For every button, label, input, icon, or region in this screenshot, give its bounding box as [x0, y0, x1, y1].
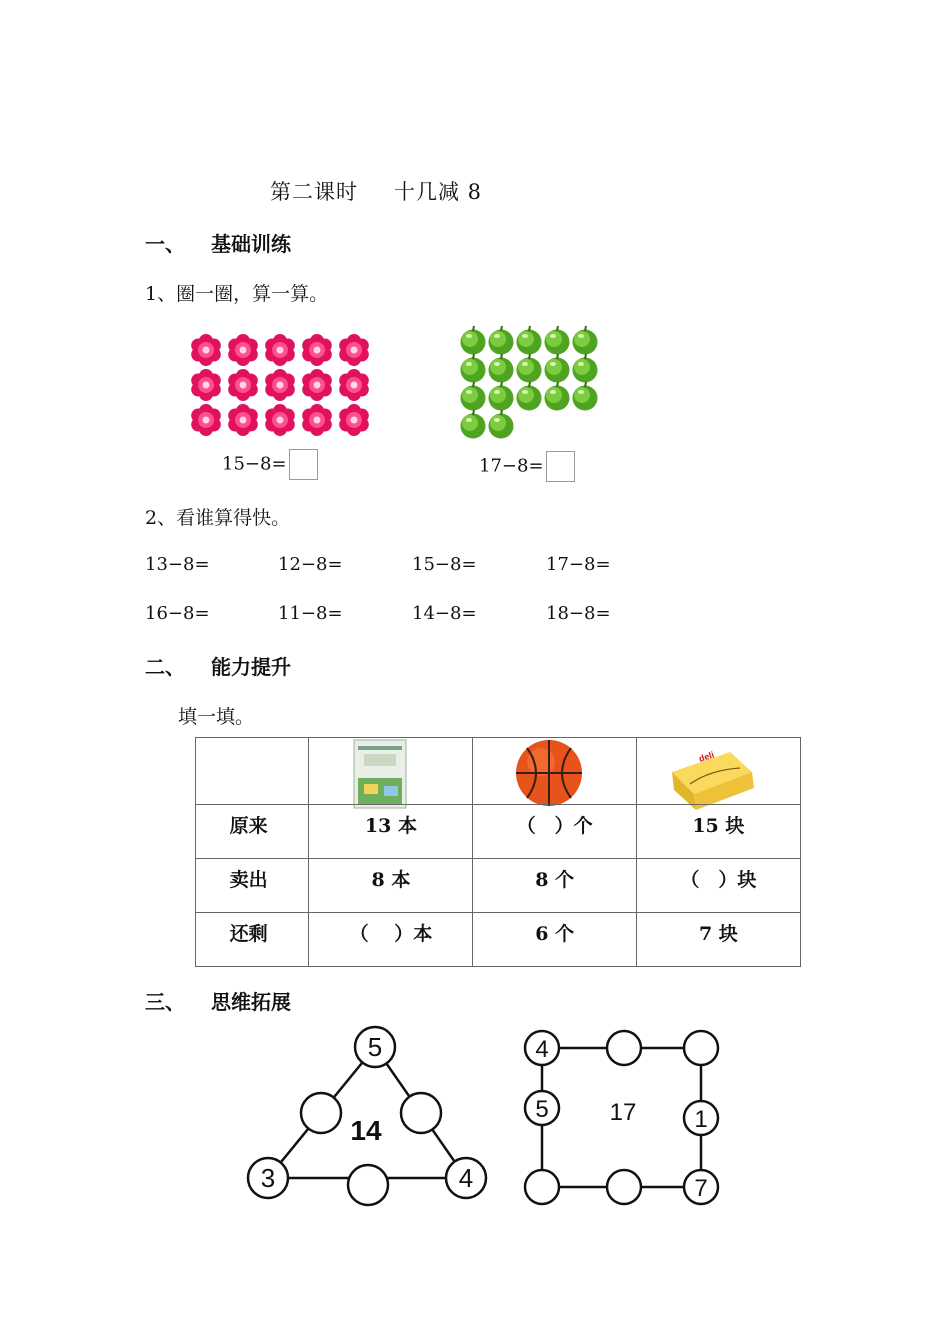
- flower-icon: [265, 404, 295, 436]
- sales-table: [195, 737, 801, 967]
- flower-icon: [302, 404, 332, 436]
- flower-icon: [339, 334, 369, 366]
- apple-answer-box[interactable]: [546, 451, 575, 482]
- book-header-cell: [309, 738, 473, 805]
- section-label: 基础训练: [211, 232, 291, 256]
- row-label: 原来: [196, 805, 309, 859]
- triangle-left-blank[interactable]: [301, 1093, 341, 1133]
- triangle-bottom-blank[interactable]: [348, 1165, 388, 1205]
- eraser-cell[interactable]: （ ）块: [636, 859, 800, 913]
- triangle-sum: 14: [350, 1115, 382, 1146]
- mental-math-item: 11−8=: [278, 603, 343, 624]
- flower-icon: [228, 334, 258, 366]
- book-cell: 13 本: [309, 805, 473, 859]
- ball-cell: 8 个: [473, 859, 636, 913]
- triangle-right-blank[interactable]: [401, 1093, 441, 1133]
- flower-icon: [302, 334, 332, 366]
- lesson-topic: 十几减 8: [394, 180, 483, 204]
- apple-icon: [461, 354, 486, 383]
- eraser-cell: 7 块: [636, 913, 800, 967]
- ball-cell: 6 个: [473, 913, 636, 967]
- apple-icon: [489, 326, 514, 355]
- flower-icon: [191, 334, 221, 366]
- apple-equation: [479, 451, 575, 482]
- flower-icon: [228, 369, 258, 401]
- question-2-label: 2、看谁算得快。: [145, 507, 291, 529]
- apple-icon: [461, 382, 486, 411]
- square-top-left-number: 4: [535, 1036, 549, 1063]
- book-cell: 8 本: [309, 859, 473, 913]
- fill-in-label: 填一填。: [178, 706, 255, 728]
- ball-header-cell: [473, 738, 636, 805]
- table-row: [196, 805, 801, 859]
- mental-math-item: 12−8=: [278, 554, 343, 575]
- apple-icon: [489, 382, 514, 411]
- apple-icon: [573, 354, 598, 383]
- flower-icon: [302, 369, 332, 401]
- mental-math-item: 15−8=: [412, 554, 477, 575]
- square-top-mid-blank[interactable]: [607, 1031, 641, 1065]
- apple-icon: [573, 326, 598, 355]
- book-cell[interactable]: （ ）本: [309, 913, 473, 967]
- square-sum: 17: [609, 1099, 637, 1126]
- section-number: 二、: [145, 655, 185, 679]
- square-bottom-right-number: 7: [694, 1175, 708, 1202]
- apple-icon: [545, 326, 570, 355]
- square-left-mid-number: 5: [535, 1096, 549, 1123]
- flower-icon: [265, 334, 295, 366]
- flower-icon: [191, 404, 221, 436]
- row-label: 卖出: [196, 859, 309, 913]
- flower-equation-text: 15−8=: [222, 453, 287, 475]
- mental-math-item: 13−8=: [145, 554, 210, 575]
- apple-icon: [545, 382, 570, 411]
- apple-icon: [517, 354, 542, 383]
- section-label: 思维拓展: [211, 990, 291, 1014]
- section-label: 能力提升: [211, 655, 291, 679]
- section-ability-improvement: [145, 651, 291, 680]
- apple-icon: [461, 326, 486, 355]
- svg-text:deli: deli: [697, 749, 716, 764]
- apple-icon: [489, 354, 514, 383]
- apple-icon: [461, 410, 486, 439]
- apple-icon: [573, 382, 598, 411]
- flower-icon: [265, 369, 295, 401]
- lesson-label: 第二课时: [270, 180, 358, 204]
- row-label: 还剩: [196, 913, 309, 967]
- ball-cell[interactable]: （ ）个: [473, 805, 636, 859]
- mental-math-item: 18−8=: [546, 603, 611, 624]
- flower-icon: [339, 369, 369, 401]
- apple-equation-text: 17−8=: [479, 455, 544, 477]
- flower-icon: [228, 404, 258, 436]
- flower-answer-box[interactable]: [289, 449, 318, 480]
- eraser-header-cell: [636, 738, 800, 805]
- table-header-row: [196, 738, 801, 805]
- apple-icon: [517, 382, 542, 411]
- square-right-mid-number: 1: [694, 1106, 708, 1133]
- flower-icon: [191, 369, 221, 401]
- section-thinking-extension: [145, 986, 291, 1015]
- triangle-bottom-left-number: 3: [260, 1163, 276, 1193]
- eraser-cell: 15 块: [636, 805, 800, 859]
- apple-icon: [545, 354, 570, 383]
- square-bottom-mid-blank[interactable]: [607, 1170, 641, 1204]
- square-bottom-left-blank[interactable]: [525, 1170, 559, 1204]
- flower-group: [191, 334, 369, 436]
- apple-icon: [489, 410, 514, 439]
- apple-icon: [517, 326, 542, 355]
- flower-equation: [222, 449, 318, 480]
- section-number: 一、: [145, 232, 185, 256]
- table-corner-cell: [196, 738, 309, 805]
- table-row: [196, 913, 801, 967]
- triangle-top-number: 5: [367, 1032, 383, 1062]
- table-row: [196, 859, 801, 913]
- mental-math-item: 14−8=: [412, 603, 477, 624]
- mental-math-item: 17−8=: [546, 554, 611, 575]
- square-top-right-blank[interactable]: [684, 1031, 718, 1065]
- apple-group: [461, 326, 598, 439]
- question-1-label: 1、圈一圈，算一算。: [145, 283, 329, 305]
- section-number: 三、: [145, 990, 185, 1014]
- mental-math-item: 16−8=: [145, 603, 210, 624]
- flower-icon: [339, 404, 369, 436]
- triangle-bottom-right-number: 4: [458, 1163, 474, 1193]
